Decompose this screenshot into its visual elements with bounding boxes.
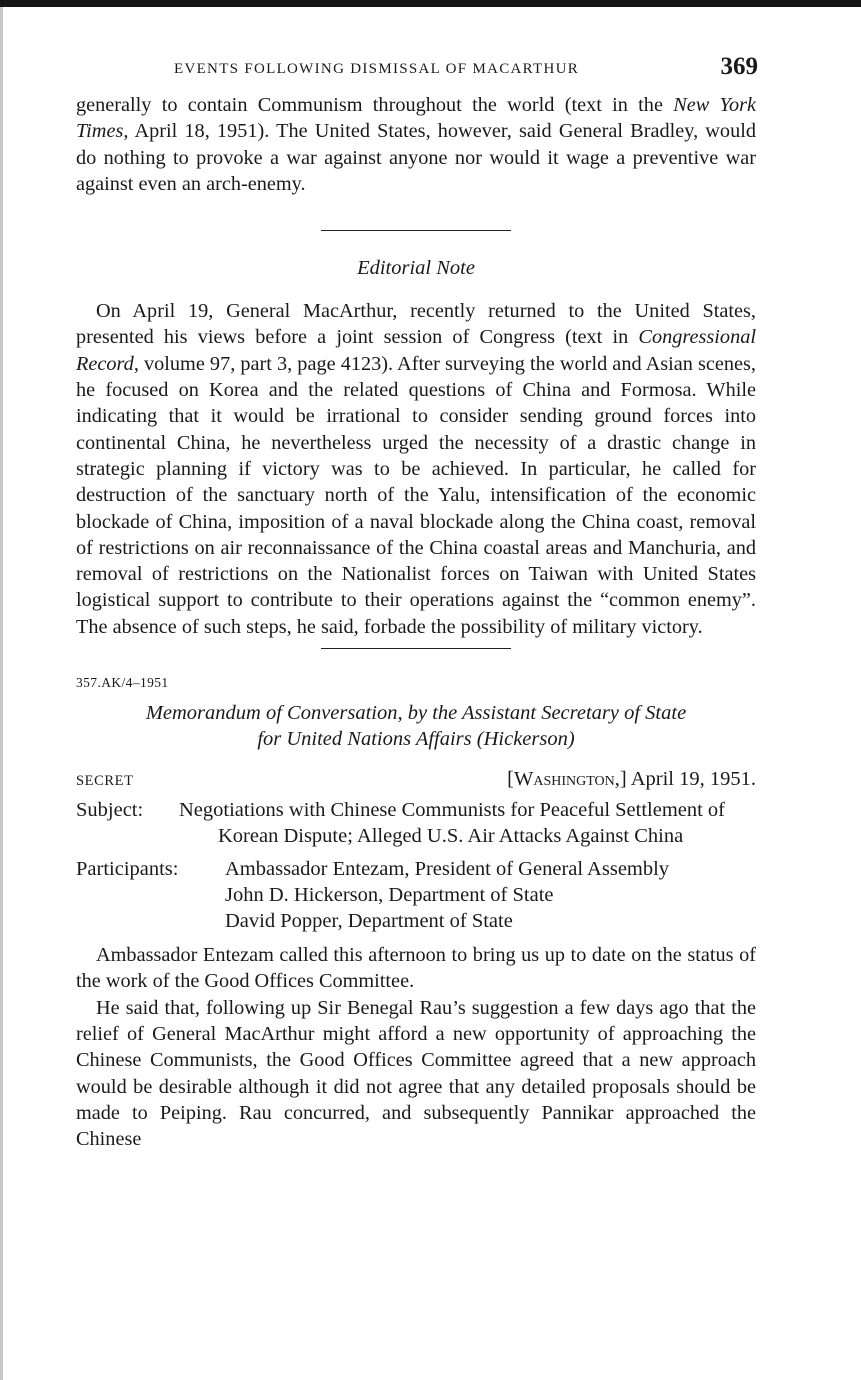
editorial-note-paragraph [76, 298, 756, 640]
editorial-note-part1: On April 19, General MacArthur, recently returned to the United States, presented his views before a joint session of Congress (text in [76, 300, 756, 349]
memo-paragraph: He said that, following up Sir Benegal Rau’s suggestion a few days ago that the relief of General MacArthur might afford a new opportunity of approaching the Chinese Communists, the Good Offices Committee agreed that a new approach would be desirable although it did not agree that any detailed proposals should be made to Peiping. Rau concurred, and subsequently Pannikar approached the Chinese [76, 996, 756, 1151]
opening-text-part2: , April 18, 1951). The United States, however, said General Bradley, would do nothing to provoke a war against anyone nor would it wage a preventive war against even an arch-enemy. [76, 120, 756, 195]
scan-left-edge [0, 7, 3, 1380]
file-number: 357.AK/4–1951 [76, 675, 169, 691]
memo-title-line2-prefix: for United Nations Affairs ( [257, 728, 484, 751]
participant-entry: John D. Hickerson, Department of State [225, 884, 554, 907]
congressional-record-title: Congressional Record [76, 326, 756, 375]
running-head [76, 52, 756, 88]
opening-text-part1: generally to contain Communism throughout the world (text in the [76, 94, 674, 116]
scan-top-border [0, 0, 861, 7]
subject-row [76, 797, 756, 849]
section-rule [321, 648, 511, 649]
place-name: Washington [514, 768, 615, 791]
editorial-note-part2: , volume 97, part 3, page 4123). After surveying the world and Asian scenes, he focused on Korea and the related questions of China and Formosa. While indicating that it would be irrational to consider sending ground forces into continental China, he nevertheless urged the necessity of a drastic change in strategic planning if victory was to be achieved. In particular, he called for destruction of the sanctuary north of the Yalu, intensification of the economic blockade of China, imposition of a naval blockade along the China coast, removal of restrictions on air reconnaissance of the China coastal areas and Manchuria, and removal of restrictions on the Nationalist forces on Taiwan with United States logistical support to contribute to their operations against the “common enemy”. The absence of such steps, he said, forbade the possibility of military victory. [76, 352, 756, 638]
opening-paragraph [76, 92, 756, 197]
subject-text: Negotiations with Chinese Communists for Peaceful Settlement of Korean Dispute; Alleged U.S. Air Attacks Against China [179, 799, 726, 848]
memo-title-line2 [76, 726, 756, 752]
memo-paragraph: Ambassador Entezam called this afternoon to bring us up to date on the status of the work of the Good Offices Committee. [76, 944, 756, 993]
memo-title-line1: Memorandum of Conversation, by the Assistant Secretary of State [145, 702, 687, 725]
place-and-date: [Washington,] April 19, 1951. [507, 768, 756, 791]
memo-title-author: Hickerson [483, 728, 568, 751]
page-number: 369 [720, 53, 758, 80]
participants-list [225, 856, 756, 934]
section-rule [321, 230, 511, 231]
participants-row [76, 856, 756, 934]
participant-entry: Ambassador Entezam, President of General Assembly [225, 858, 670, 881]
classification-date-row [76, 768, 756, 796]
new-york-times-title: New York Times [76, 94, 756, 143]
participants-label: Participants: [76, 858, 179, 881]
document-page [76, 52, 756, 1152]
participant-entry: David Popper, Department of State [225, 910, 513, 933]
running-head-title: EVENTS FOLLOWING DISMISSAL OF MACARTHUR [174, 61, 580, 77]
memo-title [76, 700, 756, 752]
classification-label: SECRET [76, 773, 134, 790]
memo-title-line2-suffix: ) [567, 728, 575, 751]
memo-date: April 19, 1951. [626, 768, 756, 791]
editorial-note-heading: Editorial Note [357, 257, 475, 280]
subject-label: Subject: [76, 799, 144, 822]
